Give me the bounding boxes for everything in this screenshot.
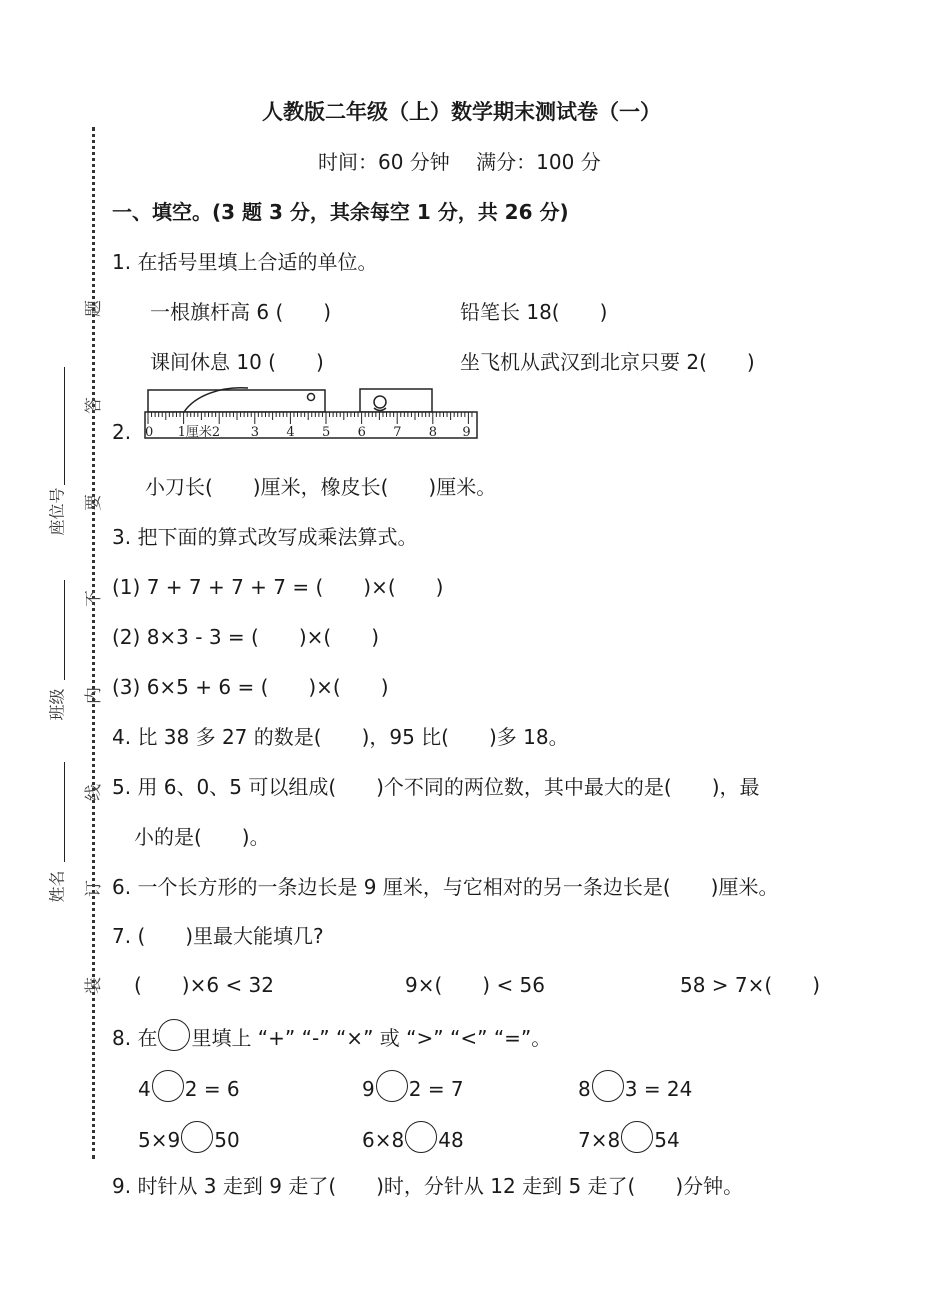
question-8-item [578, 1121, 680, 1153]
ruler-figure [140, 386, 485, 444]
question-5-line-2: 小的是( )。 [134, 825, 270, 849]
item-right: 3 = 24 [624, 1077, 693, 1101]
class-underline [64, 580, 65, 680]
seat-number-label: 座位号 [47, 487, 67, 536]
knife-shape [148, 388, 325, 412]
binding-char: 线 [84, 784, 104, 801]
eraser-shape [360, 389, 432, 412]
question-7b: 9×( ) < 56 [405, 973, 546, 997]
question-7-stem: 7. ( )里最大能填几? [112, 924, 324, 948]
question-8-post: 里填上 “+” “-” “×” 或 “>” “<” “=”。 [191, 1026, 552, 1050]
binding-char: 订 [84, 880, 104, 897]
item-right: 2 = 6 [184, 1077, 240, 1101]
ruler-label: 4 [286, 425, 295, 440]
item-left: 4 [138, 1077, 151, 1101]
question-1a: 一根旗杆高 6 ( ) [150, 300, 332, 324]
question-9: 9. 时针从 3 走到 9 走了( )时，分针从 12 走到 5 走了( )分钟。 [112, 1174, 744, 1198]
binding-char: 装 [84, 977, 104, 994]
binding-char: 内 [84, 687, 104, 704]
question-8-item [578, 1070, 692, 1102]
blank-circle-icon [158, 1019, 190, 1051]
item-left: 8 [578, 1077, 591, 1101]
class-label: 班级 [47, 688, 67, 721]
ruler-label: 7 [393, 425, 402, 440]
item-left: 9 [362, 1077, 375, 1101]
binding-char: 要 [84, 494, 104, 511]
ruler-label: 1厘米2 [177, 425, 221, 440]
binding-char: 答 [84, 397, 104, 414]
ruler-label: 5 [322, 425, 331, 440]
ruler-label: 0 [145, 425, 154, 440]
seat-number-underline [64, 367, 65, 485]
question-2-answer: 小刀长( )厘米，橡皮长( )厘米。 [145, 475, 497, 499]
blank-circle-icon [181, 1121, 213, 1153]
item-right: 50 [214, 1128, 240, 1152]
item-left: 7×8 [578, 1128, 621, 1152]
ruler-label: 6 [357, 425, 366, 440]
blank-circle-icon [592, 1070, 624, 1102]
question-8-item [362, 1070, 464, 1102]
binding-char: 不 [84, 590, 104, 607]
question-3-stem: 3. 把下面的算式改写成乘法算式。 [112, 525, 418, 549]
ruler-label: 3 [250, 425, 260, 440]
question-3-item-2: (2) 8×3 - 3 = ( )×( ) [112, 625, 379, 649]
question-5-line-1: 5. 用 6、0、5 可以组成( )个不同的两位数，其中最大的是( )，最 [112, 775, 760, 799]
name-label: 姓名 [47, 870, 67, 903]
question-1c: 课间休息 10 ( ) [150, 350, 324, 374]
question-3-item-1: (1) 7 + 7 + 7 + 7 = ( )×( ) [112, 575, 444, 599]
question-1-stem: 1. 在括号里填上合适的单位。 [112, 250, 378, 274]
ruler-label: 9 [462, 425, 471, 440]
question-2-number: 2. [112, 420, 132, 444]
section-title: 一、填空。(3 题 3 分，其余每空 1 分，共 26 分) [112, 200, 569, 224]
item-right: 54 [654, 1128, 680, 1152]
question-8-pre: 8. 在 [112, 1026, 158, 1050]
name-underline [64, 762, 65, 862]
page-title: 人教版二年级（上）数学期末测试卷（一） [262, 100, 661, 124]
question-7a: ( )×6 < 32 [134, 973, 275, 997]
question-1d: 坐飞机从武汉到北京只要 2( ) [460, 350, 755, 374]
question-8-item [138, 1121, 240, 1153]
item-left: 5×9 [138, 1128, 181, 1152]
binding-char: 题 [84, 300, 104, 317]
ruler-label: 8 [428, 425, 438, 440]
question-7c: 58 > 7×( ) [680, 973, 821, 997]
question-6: 6. 一个长方形的一条边长是 9 厘米，与它相对的另一条边长是( )厘米。 [112, 875, 779, 899]
exam-info: 时间：60 分钟 满分：100 分 [318, 150, 601, 174]
blank-circle-icon [152, 1070, 184, 1102]
item-right: 2 = 7 [408, 1077, 464, 1101]
item-right: 48 [438, 1128, 464, 1152]
blank-circle-icon [621, 1121, 653, 1153]
question-8-item [362, 1121, 464, 1153]
binding-dotted-line [92, 127, 95, 1159]
question-4: 4. 比 38 多 27 的数是( )，95 比( )多 18。 [112, 725, 569, 749]
question-1b: 铅笔长 18( ) [460, 300, 608, 324]
question-8-stem [112, 1019, 551, 1051]
question-3-item-3: (3) 6×5 + 6 = ( )×( ) [112, 675, 389, 699]
blank-circle-icon [405, 1121, 437, 1153]
blank-circle-icon [376, 1070, 408, 1102]
item-left: 6×8 [362, 1128, 405, 1152]
question-8-item [138, 1070, 240, 1102]
